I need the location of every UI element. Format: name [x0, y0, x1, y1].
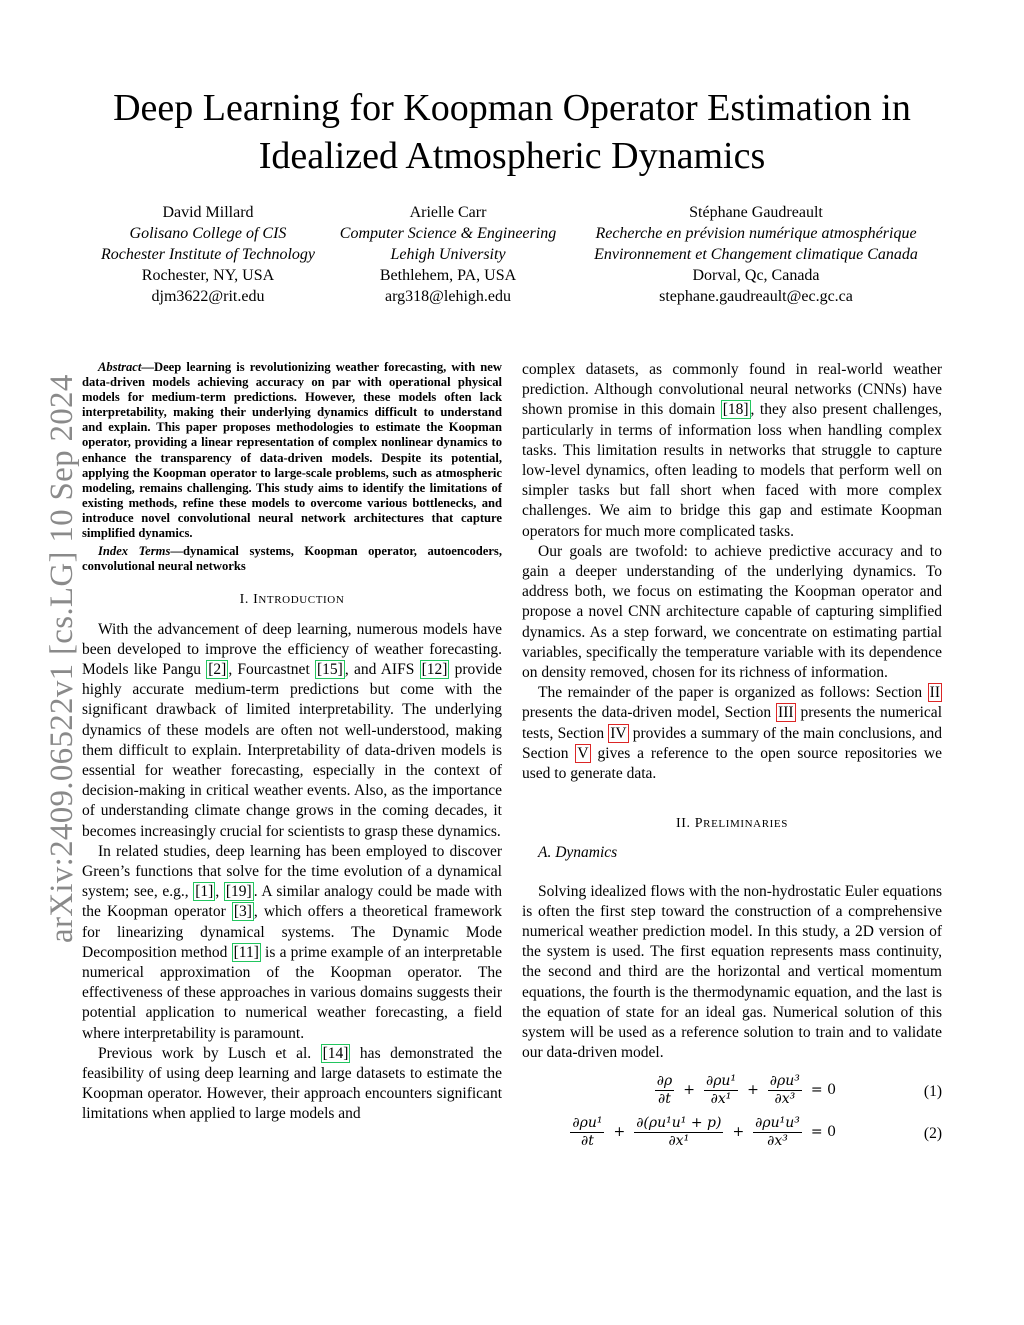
citation-link[interactable]: [19] [225, 883, 252, 901]
author-name: Arielle Carr [409, 204, 487, 221]
abstract-text: —Deep learning is revolutionizing weather forecasting, with new data-driven models achieving accuracy on par with operational physical models for medium-term predictions. However, these models often lack interpretability, making their underlying dynamics difficult to understand and explain. This paper proposes methodologies to estimate the Koopman operator, providing a linear representation of complex nonlinear dynamics to enhance the transparency of data-driven models. Despite its potential, applying the Koopman operator to large-scale problems, such as atmospheric modeling, remains challenging. This study aims to identify the limitations of existing methods, refine these models to overcome various bottlenecks, and introduce novel convolutional neural network architectures that capture simplified dynamics. [82, 360, 502, 541]
subsection-heading-dynamics: A. Dynamics [538, 844, 618, 862]
citation-link[interactable]: [12] [421, 660, 448, 678]
eq-fraction: $\frac{\text{∂ρu¹u³}}{\text{∂x³}}$ [755, 1115, 800, 1149]
author-block-3 [570, 202, 942, 307]
dynamics-paragraph: Solving idealized flows with the non-hydrostatic Euler equations is often the first step toward the construction of a comprehensive numerical weather prediction model. In this study, a 2D version of the system is used. The first equation represents mass continuity, the second and third are the horizontal and vertical momentum equations, the fourth is the thermodynamic equation, and the last is the equation of state for an ideal gas. Numerical solution of this system will be used as a reference solution to train and to validate our data-driven model. [522, 882, 942, 1062]
left-column [82, 360, 502, 1125]
abstract-label: Abstract [98, 360, 142, 374]
author-affiliation: Recherche en prévision numérique atmosphérique [595, 225, 917, 242]
author-email[interactable]: arg318@lehigh.edu [385, 288, 511, 305]
section-link[interactable]: II [929, 684, 940, 702]
section-link[interactable]: V [577, 744, 589, 762]
section-link[interactable]: III [778, 704, 794, 722]
section-heading-introduction: I. INTRODUCTION [239, 592, 345, 608]
abstract [82, 360, 502, 541]
eq-fraction: $\frac{\text{∂(ρu¹u¹ + p)}}{\text{∂x¹}}$ [636, 1115, 722, 1149]
author-email[interactable]: djm3622@rit.edu [151, 288, 265, 305]
equation-number: (2) [923, 1124, 942, 1142]
author-affiliation: Rochester Institute of Technology [100, 246, 316, 263]
equation-1: $\frac{\partial\rho}{\partial t}$ + $\frac{\text{∂ρu¹}}{\text{∂x¹}}$ + $\frac{\text{∂ρu³}}{\text{∂x³}}$ = 0 (1) [656, 1073, 942, 1107]
citation-link[interactable]: [14] [322, 1044, 349, 1062]
citation-link[interactable]: [1] [195, 883, 214, 901]
eq-fraction: $\frac{\partial\rho}{\partial t}$ [656, 1073, 673, 1107]
author-affiliation: Lehigh University [390, 246, 506, 263]
citation-link[interactable]: [15] [317, 660, 343, 678]
section-heading-preliminaries: II. PRELIMINARIES [676, 816, 788, 832]
author-email[interactable]: stephane.gaudreault@ec.gc.ca [659, 288, 853, 305]
author-affiliation: Golisano College of CIS [129, 225, 287, 242]
eq-rhs: = 0 [810, 1082, 836, 1099]
section-link[interactable]: IV [610, 724, 627, 742]
author-affiliation: Computer Science & Engineering [339, 225, 557, 242]
intro-paragraph-3: Previous work by Lusch et al. [14] has demonstrated the feasibility of using deep learning and large datasets to estimate the Koopman operator. However, their approach encounters significant limitations when applied to large models and [82, 1044, 502, 1123]
intro-paragraph-5: Our goals are twofold: to achieve predictive accuracy and to gain a deeper understanding of the underlying dynamics. To address both, we focus on estimating the Koopman operator and propose a novel CNN architecture capable of capturing simplified dynamics. As a step forward, we concentrate on estimating partial variables, specifically the temperature variable with its dependence on density removed, chosen for its richness of information. [522, 542, 942, 682]
index-terms-text: —dynamical systems, Koopman operator, autoencoders, convolutional neural networks [82, 544, 502, 574]
intro-paragraph-1: With the advancement of deep learning, numerous models have been developed to improve the efficiency of weather forecasting. Models like Pangu [2] , Fourcastnet [15] , and AIFS [12] provide highly accurate medium-term predictions but come with the significant drawback of limited interpretability. The underlying dynamics of these models are often not well-understood, making them difficult to explain. Interpretability of data-driven models is essential for weather forecasting, especially in the context of decision-making in critical weather events. Also, as the importance of understanding climate change grows in the coming decades, it becomes increasingly crucial for scientists to grasp these dynamics. [82, 620, 502, 840]
equation-2: $\frac{\text{∂ρu¹}}{\partial t}$ + $\frac{\text{∂(ρu¹u¹ + p)}}{\text{∂x¹}}$ + $\frac{\text{∂ρu¹u³}}{\text{∂x³}}$ = 0 (2) [572, 1115, 942, 1149]
author-location: Rochester, NY, USA [141, 267, 275, 284]
citation-link[interactable]: [11] [233, 943, 259, 961]
right-column [522, 360, 942, 1152]
index-terms [82, 544, 502, 574]
eq-fraction: $\frac{\text{∂ρu¹}}{\partial t}$ [572, 1115, 603, 1149]
eq-fraction: $\frac{\text{∂ρu¹}}{\text{∂x¹}}$ [705, 1073, 737, 1107]
citation-link[interactable]: [18] [722, 401, 749, 419]
citation-link[interactable]: [2] [208, 660, 227, 678]
eq-rhs: = 0 [810, 1124, 836, 1141]
author-location: Dorval, Qc, Canada [692, 267, 820, 284]
intro-paragraph-6: The remainder of the paper is organized as follows: Section II presents the data-driven model, Section III presents the numerical tests, Section IV provides a summary of the main conclusions, and Section V gives a reference to the open source repositories we used to generate data. [522, 684, 942, 783]
paper-title: Deep Learning for Koopman Operator Estimation in Idealized Atmospheric Dynamics [113, 87, 911, 177]
intro-paragraph-4: complex datasets, as commonly found in real-world weather prediction. Although convolutional neural networks (CNNs) have shown promise in this domain [18] , they also present challenges, particularly in terms of information loss when handling complex tasks. This limitation results in networks that struggle to capture low-level dynamics, often leading to models that perform well on simpler tasks but fall short when faced with more complex challenges. We aim to bridge this gap and estimate Koopman operators for much more complicated tasks. [522, 361, 943, 540]
author-name: David Millard [162, 204, 254, 221]
eq-fraction: $\frac{\text{∂ρu³}}{\text{∂x³}}$ [769, 1073, 800, 1107]
author-location: Bethlehem, PA, USA [379, 267, 517, 284]
author-block-2 [328, 202, 568, 307]
author-affiliation: Environnement et Changement climatique Canada [594, 246, 918, 263]
equation-number: (1) [923, 1082, 942, 1100]
intro-paragraph-2: In related studies, deep learning has been employed to discover Green’s functions that solve for the time evolution of a dynamical system; see, e.g., [1] , [19] . A similar analogy could be made with the Koopman operator [3] , which offers a theoretical framework for linearizing dynamical systems. The Dynamic Mode Decomposition method [11] is a prime example of an interpretable numerical approximation of the Koopman operator. The effectiveness of these approaches in various domains suggests their potential application to numerical weather forecasting, a field where interpretability is paramount. [82, 842, 503, 1042]
author-name: Stéphane Gaudreault [689, 204, 823, 221]
index-terms-label: Index Terms [98, 544, 171, 559]
citation-link[interactable]: [3] [233, 903, 252, 921]
author-block-1 [88, 202, 328, 307]
arxiv-identifier: arXiv:2409.06522v1 [cs.LG] 10 Sep 2024 [44, 374, 80, 943]
